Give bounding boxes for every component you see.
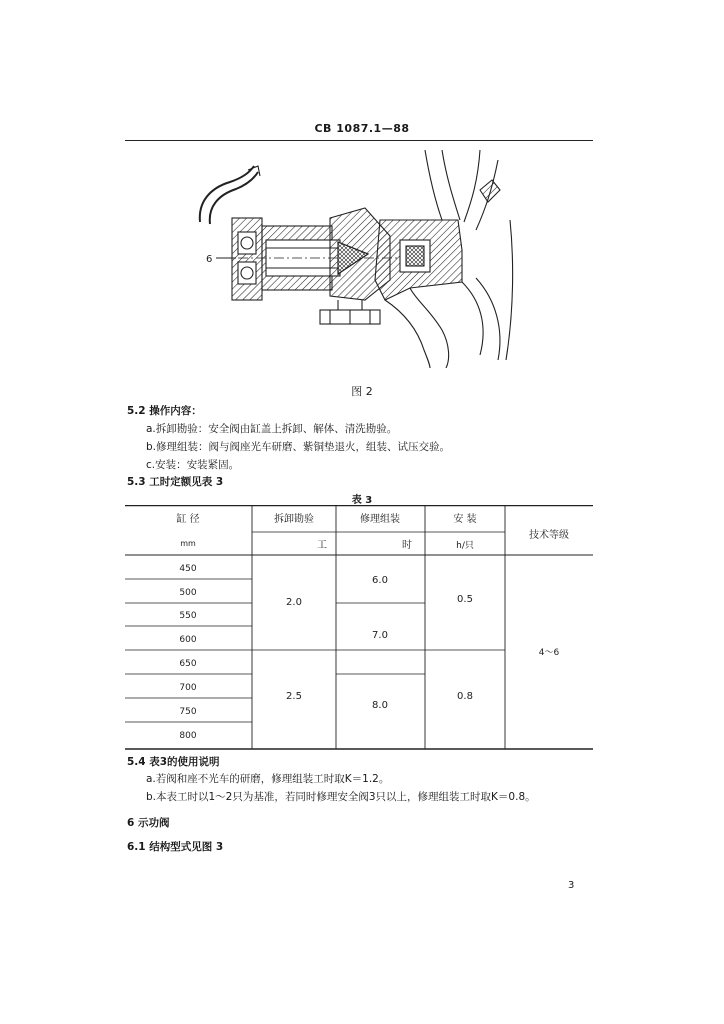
- header-grade: 技术等级: [529, 530, 569, 541]
- section-5-2-item-b: b.修理组装：阀与阀座光车研磨、紫铜垫退火，组装、试压交验。: [146, 441, 451, 453]
- dismantle-cell: 2.5: [286, 691, 302, 702]
- header-unit: mm: [180, 539, 196, 548]
- install-cell: 0.8: [457, 691, 473, 702]
- section-5-4-heading: 5.4 表3的使用说明: [127, 756, 220, 768]
- section-6-1-heading: 6.1 结构型式见图 3: [127, 841, 224, 853]
- section-5-3-heading: 5.3 工时定额见表 3: [127, 476, 224, 488]
- table-title: 表 3: [351, 495, 373, 506]
- section-6-heading: 6 示功阀: [127, 817, 170, 829]
- grade-cell: 4～6: [538, 648, 560, 658]
- diameter-cell: 650: [179, 659, 197, 669]
- diameter-cell: 700: [179, 683, 197, 693]
- section-5-4-item-a: a.若阀和座不光车的研磨，修理组装工时取K＝1.2。: [146, 773, 390, 785]
- header-install: 安 装: [453, 514, 477, 525]
- section-5-2-heading: 5.2 操作内容：: [127, 405, 202, 417]
- figure-caption: 图 2: [351, 385, 373, 398]
- section-5-2-item-c: c.安装：安装紧固。: [146, 459, 240, 471]
- page-number: 3: [568, 880, 575, 891]
- diameter-cell: 800: [179, 731, 197, 741]
- header-repair: 修理组装: [360, 514, 400, 525]
- standard-code-header: CB 1087.1—88: [314, 122, 410, 135]
- diameter-cell: 450: [179, 564, 197, 574]
- repair-cell: 8.0: [372, 700, 388, 711]
- repair-cell: 7.0: [372, 630, 388, 641]
- labor-hours-table: [125, 505, 595, 750]
- header-work: 工: [317, 540, 327, 551]
- install-cell: 0.5: [457, 594, 473, 605]
- diameter-cell: 550: [179, 611, 197, 621]
- safety-valve-drawing: [180, 150, 520, 368]
- figure-callout: 6: [206, 254, 213, 265]
- header-diameter: 缸 径: [176, 514, 200, 525]
- diameter-cell: 500: [179, 588, 197, 598]
- dismantle-cell: 2.0: [286, 597, 302, 608]
- repair-cell: 6.0: [372, 575, 388, 586]
- diameter-cell: 750: [179, 707, 197, 717]
- header-time: 时: [402, 540, 412, 551]
- section-5-2-item-a: a.拆卸勘验：安全阀由缸盖上拆卸、解体、清洗勘验。: [146, 423, 398, 435]
- header-rule: [125, 140, 593, 141]
- header-dismantle: 拆卸勘验: [274, 514, 314, 525]
- section-5-4-item-b: b.本表工时以1～2只为基准，若同时修理安全阀3只以上，修理组装工时取K＝0.8。: [146, 791, 536, 803]
- diameter-cell: 600: [179, 635, 197, 645]
- header-perunit: h/只: [456, 541, 474, 551]
